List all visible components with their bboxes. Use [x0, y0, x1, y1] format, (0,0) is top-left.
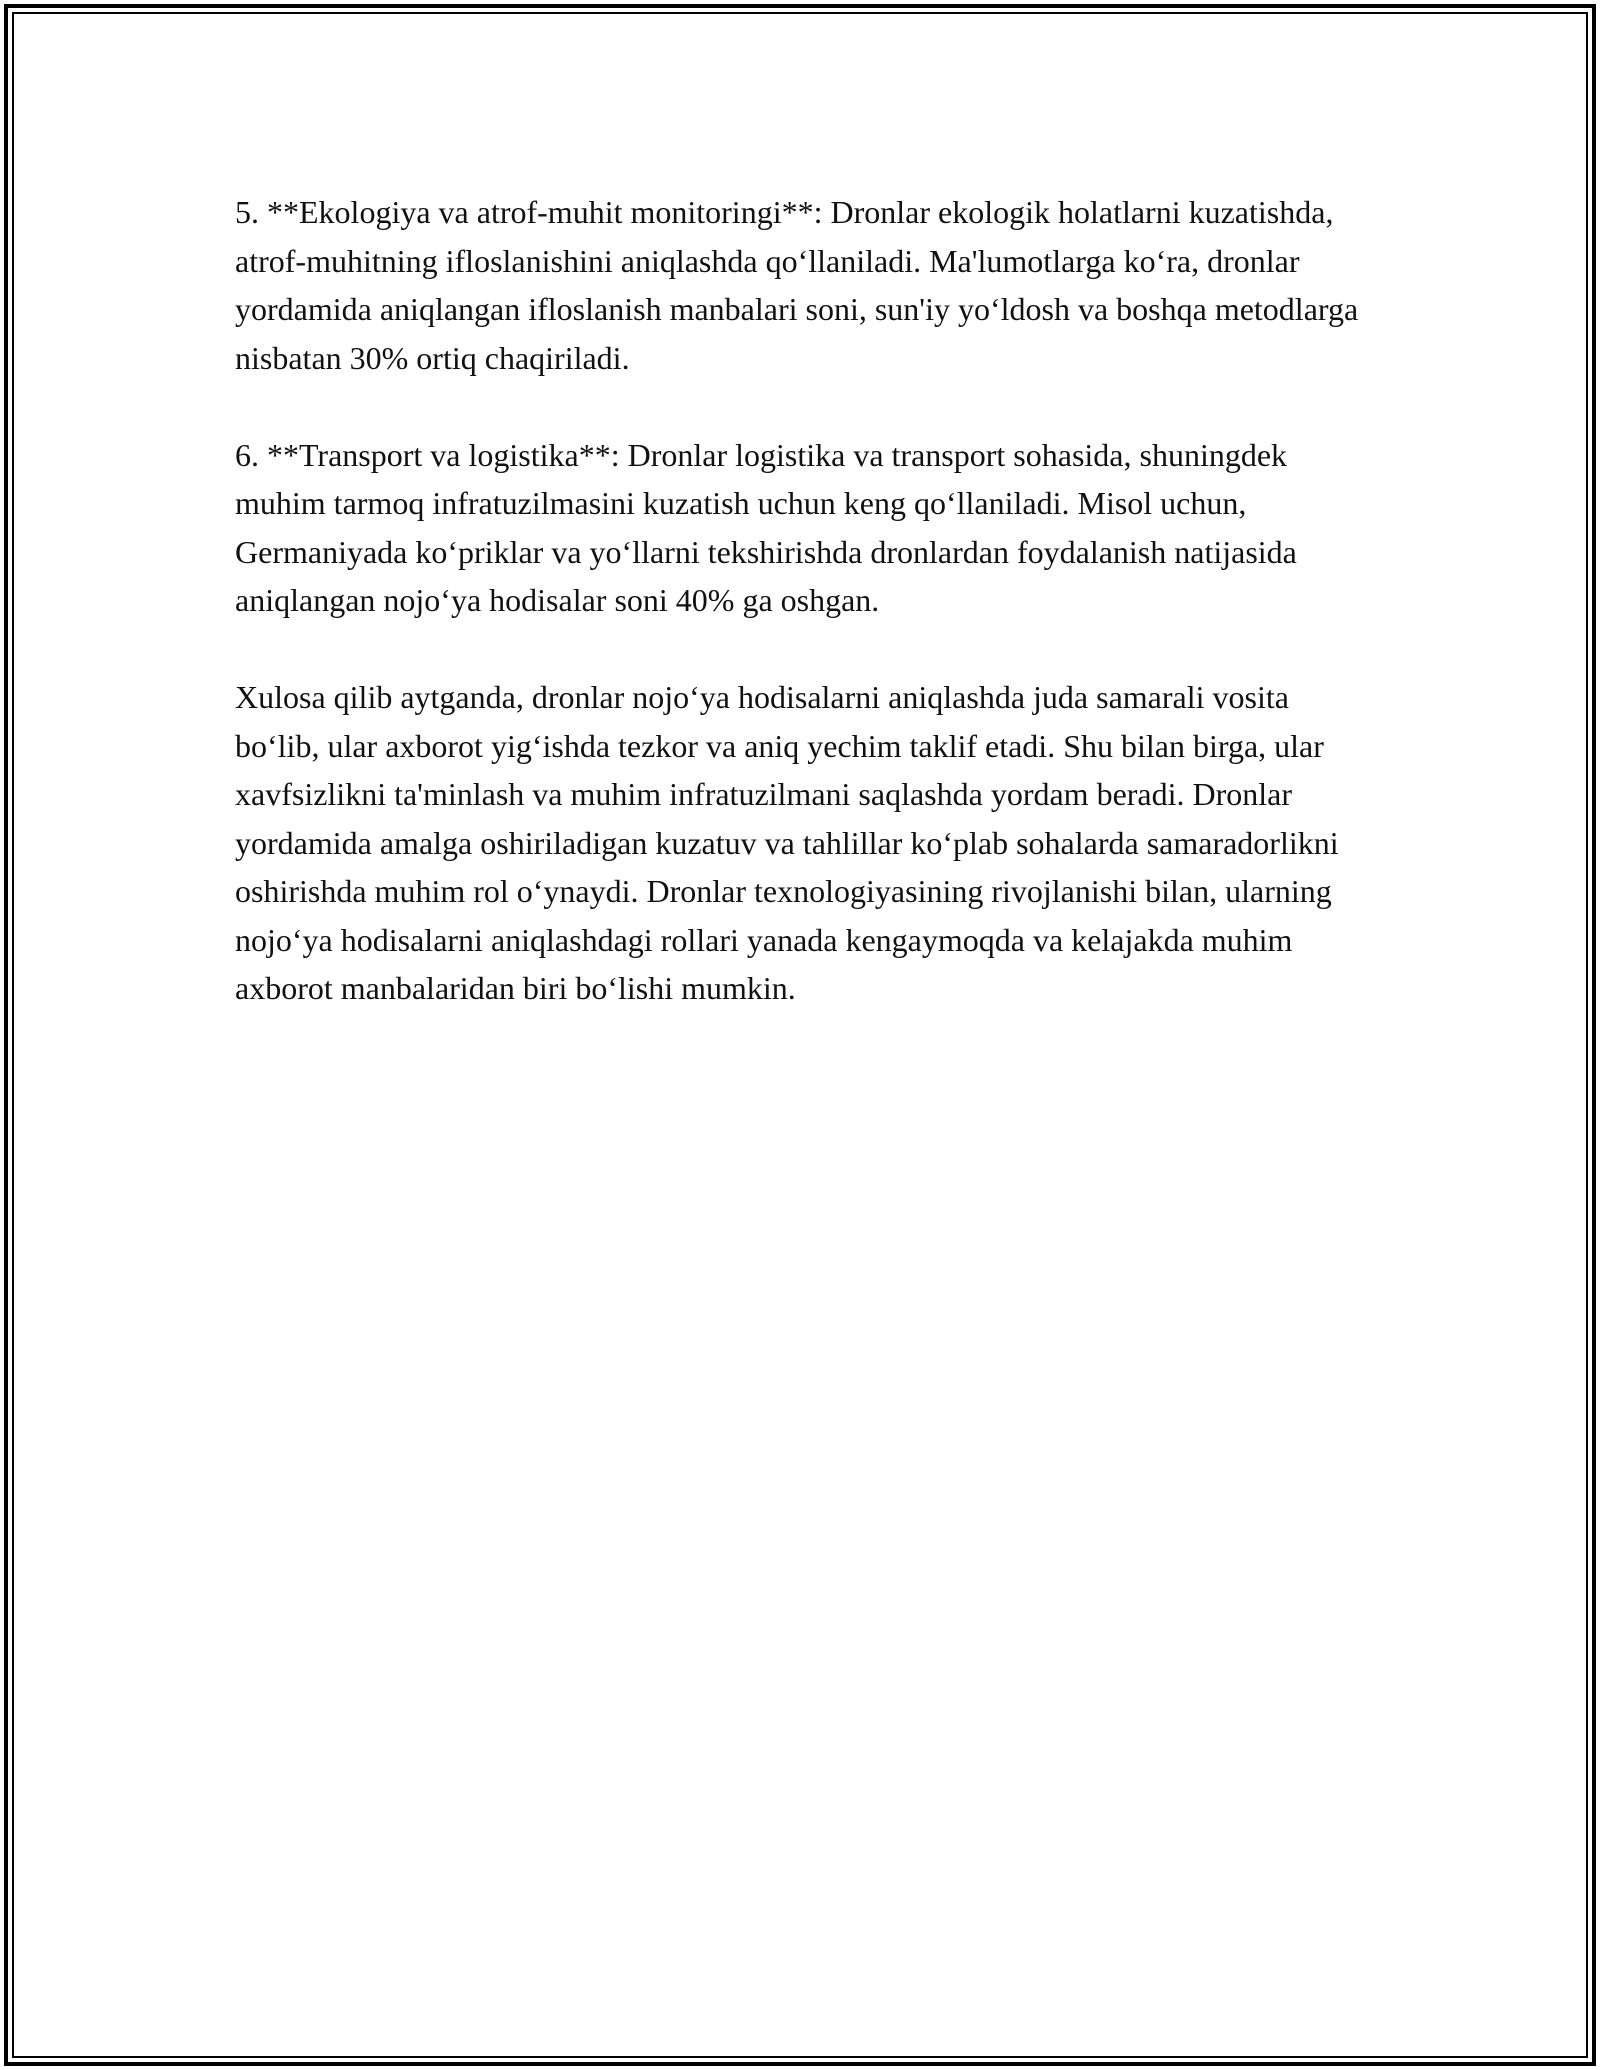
paragraph-ecology-monitoring: 5. **Ekologiya va atrof-muhit monitoringi**: Dronlar ekologik holatlarni kuzatishda, atrof-muhitning ifloslanishini aniqlashda qo‘llaniladi. Ma'lumotlarga ko‘ra, dronlar yordamida aniqlangan ifloslanish manbalari soni, sun'iy yo‘ldosh va boshqa metodlarga nisbatan 30% ortiq chaqiriladi. [235, 194, 1359, 376]
paragraph-conclusion: Xulosa qilib aytganda, dronlar nojo‘ya hodisalarni aniqlashda juda samarali vosita bo‘lib, ular axborot yig‘ishda tezkor va aniq yechim taklif etadi. Shu bilan birga, ular xavfsizlikni ta'minlash va muhim infratuzilmani saqlashda yordam beradi. Dronlar yordamida amalga oshiriladigan kuzatuv va tahlillar ko‘plab sohalarda samaradorlikni oshirishda muhim rol o‘ynaydi. Dronlar texnologiyasining rivojlanishi bilan, ularning nojo‘ya hodisalarni aniqlashdagi rollari yanada kengaymoqda va kelajakda muhim axborot manbalaridan biri bo‘lishi mumkin. [235, 679, 1339, 1006]
paragraph-transport-logistics: 6. **Transport va logistika**: Dronlar logistika va transport sohasida, shuningdek muhim tarmoq infratuzilmasini kuzatish uchun keng qo‘llaniladi. Misol uchun, Germaniyada ko‘priklar va yo‘llarni tekshirishda dronlardan foydalanish natijasida aniqlangan nojo‘ya hodisalar soni 40% ga oshgan. [235, 436, 1297, 618]
document-body [235, 188, 1365, 1061]
